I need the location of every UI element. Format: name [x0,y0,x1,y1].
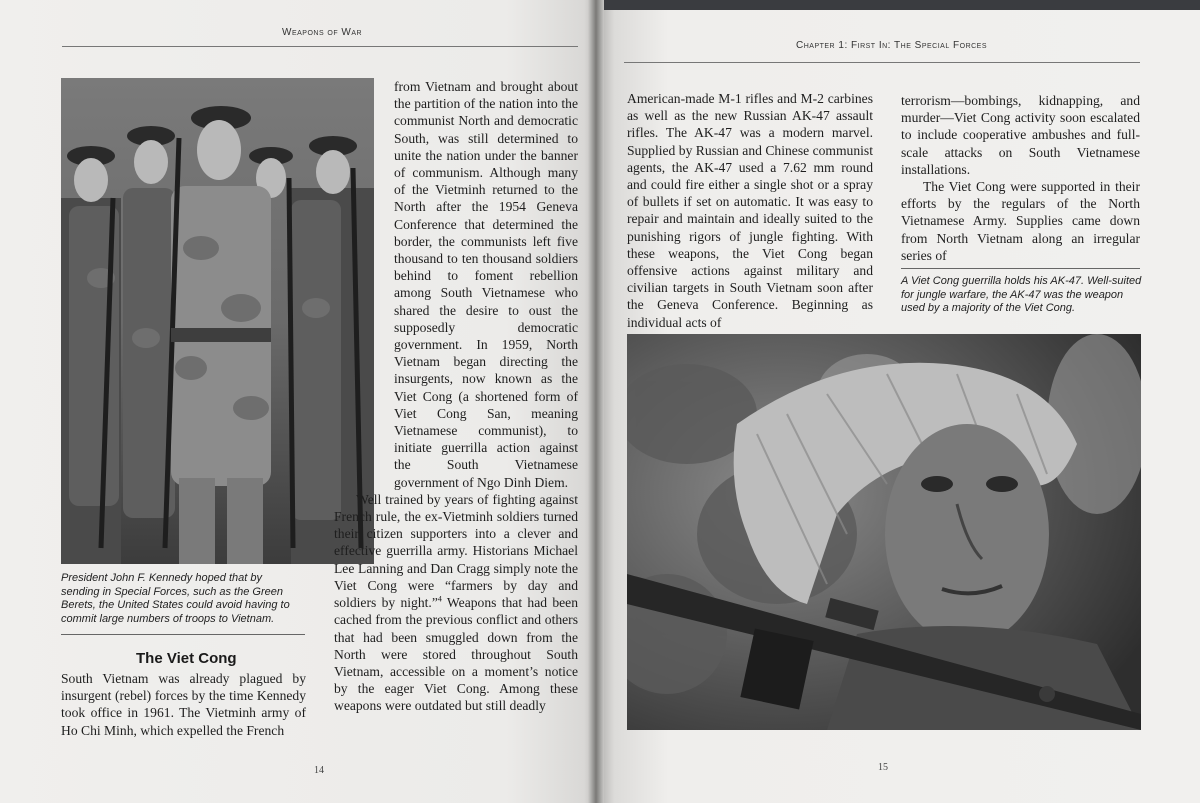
guerrilla-photo [627,334,1141,730]
left-page [0,0,596,803]
caption-rule-left [61,634,305,635]
page-number-right: 15 [878,762,888,773]
paragraph [274,78,578,491]
left-column-1 [61,670,306,739]
header-rule-left [62,46,578,47]
paragraph-text-cont: Weapons that had been cached from the previous conflict and others that had been smuggled down from the North were stored throughout South Vietnam, accessible on a moment’s notice by the eager Viet Cong. Among these weapons were outdated but still deadly [334,595,578,714]
running-head-left: Weapons of War [282,27,363,38]
right-page [596,0,1200,803]
paragraph: South Vietnam was already plagued by insurgent (rebel) forces by the time Kennedy took office in 1961. The Vietminh army of Ho Chi Minh, which expelled the French [61,671,306,738]
paragraph: American-made M-1 rifles and M-2 carbines as well as the new Russian AK-47 assault rifles. The AK-47 was a modern marvel. Supplied by Russian and Chinese communist agents, the AK-47 used a 7.62 mm round and could fire either a single shot or a spray of bullets if set on automatic. It was easy to repair and maintain and ideally suited to the punishing rigors of jungle fighting. With these weapons, the Viet Cong began offensive actions against military and civilian targets in South Vietnam soon after the Geneva Conference. Beginning as individual acts of [627,91,873,330]
paragraph-text: from Vietnam and brought about the partition of the nation into the communist North and democratic South, was still determined to unite the nation under the banner of communism. Although many of the Vietminh returned to the North after the 1954 Geneva Conference that determined the border, the communists left five thousand to ten thousand soldiers behind to foment rebellion among South Vietnamese who shared the desire to oust the supposedly democratic government. In 1959, North Vietnam began directing the insurgents, now known as the Viet Cong (a shortened form of Viet Cong San, meaning Vietnamese communist), to initiate guerrilla action against the South Vietnamese government of Ngo Dinh Diem. [394,79,578,490]
running-head-right: Chapter 1: First In: The Special Forces [796,40,988,51]
section-heading: The Viet Cong [136,650,237,667]
footnote-ref: 4 [437,594,442,604]
photo-caption-left: President John F. Kennedy hoped that by sending in Special Forces, such as the Green Berets, the United States could avoid having to commit large numbers of troops to Vietnam. [61,572,290,625]
header-rule-right [624,62,1140,63]
caption-rule-right [901,268,1140,269]
book-top-edge [596,0,1200,10]
book-spine [588,0,604,803]
paragraph-text: Well trained by years of fighting against French rule, the ex-Vietminh soldiers turned their citizen supporters into a clever and effective guerrilla army. Historians Michael Lee Lanning and Dan Cragg simply note the Viet Cong were “farmers by day and soldiers by night.” [334,491,578,611]
left-column-2 [334,78,578,715]
photo-caption-right: A Viet Cong guerrilla holds his AK-47. Well-suited for jungle warfare, the AK-47 was the weapon used by a majority of the Viet Cong. [901,275,1142,315]
page-number-left: 14 [314,765,324,776]
right-column-2 [901,92,1140,264]
paragraph [334,491,578,715]
right-column-1 [627,90,873,331]
paragraph: The Viet Cong were supported in their efforts by the regulars of the North Vietnamese Army. Supplies came down from North Vietnam along an irregular series of [901,179,1140,263]
guerrilla-illustration [627,334,1141,730]
paragraph: terrorism—bombings, kidnapping, and murder—Viet Cong activity soon escalated to include cooperative ambushes and full-scale attacks on South Vietnamese installations. [901,93,1140,177]
